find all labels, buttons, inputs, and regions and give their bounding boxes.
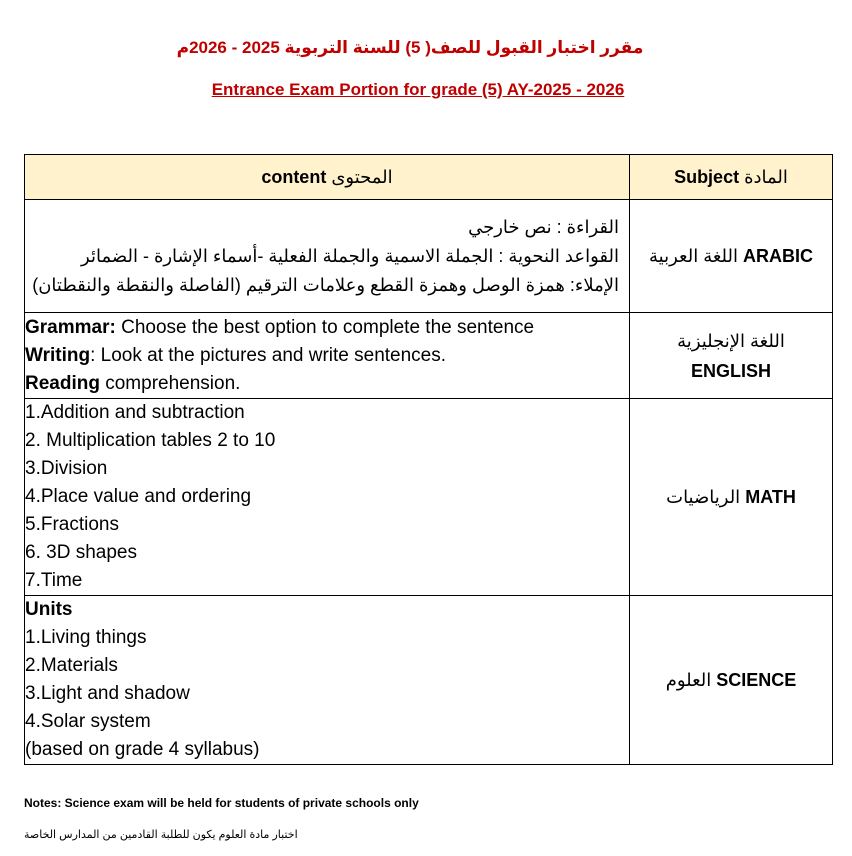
english-line-reading [25, 370, 629, 398]
table-header-row [25, 155, 833, 200]
english-reading-label: Reading [25, 372, 100, 394]
science-topic: 1.Living things [25, 627, 147, 648]
arabic-subject-en: ARABIC [743, 246, 813, 266]
math-topic: 5.Fractions [25, 514, 119, 535]
math-topic: 1.Addition and subtraction [25, 402, 245, 423]
portion-table [24, 154, 833, 765]
english-subject [630, 313, 833, 399]
notes-arabic: اختبار مادة العلوم يكون للطلبة القادمين من المدارس الخاصة [24, 829, 298, 841]
math-topic: 2. Multiplication tables 2 to 10 [25, 430, 276, 451]
arabic-line-grammar: القواعد النحوية : الجملة الاسمية والجملة الفعلية -أسماء الإشارة - الضمائر [81, 245, 619, 266]
arabic-subject [630, 200, 833, 313]
content-header-ar: المحتوى [331, 166, 393, 187]
english-line-grammar [25, 314, 629, 342]
content-header-en: content [261, 166, 327, 187]
science-topic: 2.Materials [25, 655, 118, 676]
subject-header-en: Subject [674, 166, 740, 187]
arabic-subject-ar: اللغة العربية [649, 246, 738, 266]
science-subject [630, 596, 833, 765]
math-subject-ar: الرياضيات [666, 487, 741, 507]
science-topic: 3.Light and shadow [25, 683, 190, 704]
english-grammar-text: Choose the best option to complete the sentence [115, 316, 535, 338]
science-subject-en: SCIENCE [716, 670, 797, 690]
english-reading-text: comprehension. [99, 372, 241, 394]
math-topic: 6. 3D shapes [25, 542, 137, 563]
math-content [25, 399, 630, 596]
math-topic: 7.Time [25, 570, 83, 591]
english-subject-en: ENGLISH [690, 360, 771, 381]
math-topic: 3.Division [25, 458, 108, 479]
science-subject-ar: العلوم [665, 670, 712, 690]
subject-header-ar: المادة [744, 166, 788, 187]
table-row-english [25, 313, 833, 399]
math-subject-en: MATH [745, 487, 796, 507]
english-writing-text: : Look at the pictures and write sentences. [90, 344, 447, 366]
title-arabic: مقرر اختبار القبول للصف( 5) للسنة التربوية 2025 - 2026م [176, 38, 644, 57]
title-english: Entrance Exam Portion for grade (5) AY-2025 - 2026 [211, 80, 625, 99]
table-row-arabic [25, 200, 833, 313]
english-grammar-label: Grammar: [25, 316, 116, 338]
science-content [25, 596, 630, 765]
english-line-writing [25, 342, 629, 370]
notes-english: Notes: Science exam will be held for students of private schools only [24, 796, 419, 810]
subject-header [630, 155, 833, 200]
science-units-heading: Units [25, 599, 73, 620]
science-syllabus-note: (based on grade 4 syllabus) [25, 739, 260, 760]
math-subject [630, 399, 833, 596]
english-subject-ar: اللغة الإنجليزية [677, 330, 785, 351]
arabic-content [25, 200, 630, 313]
arabic-line-reading: القراءة : نص خارجي [468, 216, 619, 237]
arabic-line-spelling: الإملاء: همزة الوصل وهمزة القطع وعلامات الترقيم (الفاصلة والنقطة والنقطتان) [32, 274, 619, 295]
science-topic: 4.Solar system [25, 711, 151, 732]
content-header [25, 155, 630, 200]
english-writing-label: Writing [25, 344, 91, 366]
english-content [25, 313, 630, 399]
math-topic: 4.Place value and ordering [25, 486, 252, 507]
table-row-science [25, 596, 833, 765]
table-row-math [25, 399, 833, 596]
